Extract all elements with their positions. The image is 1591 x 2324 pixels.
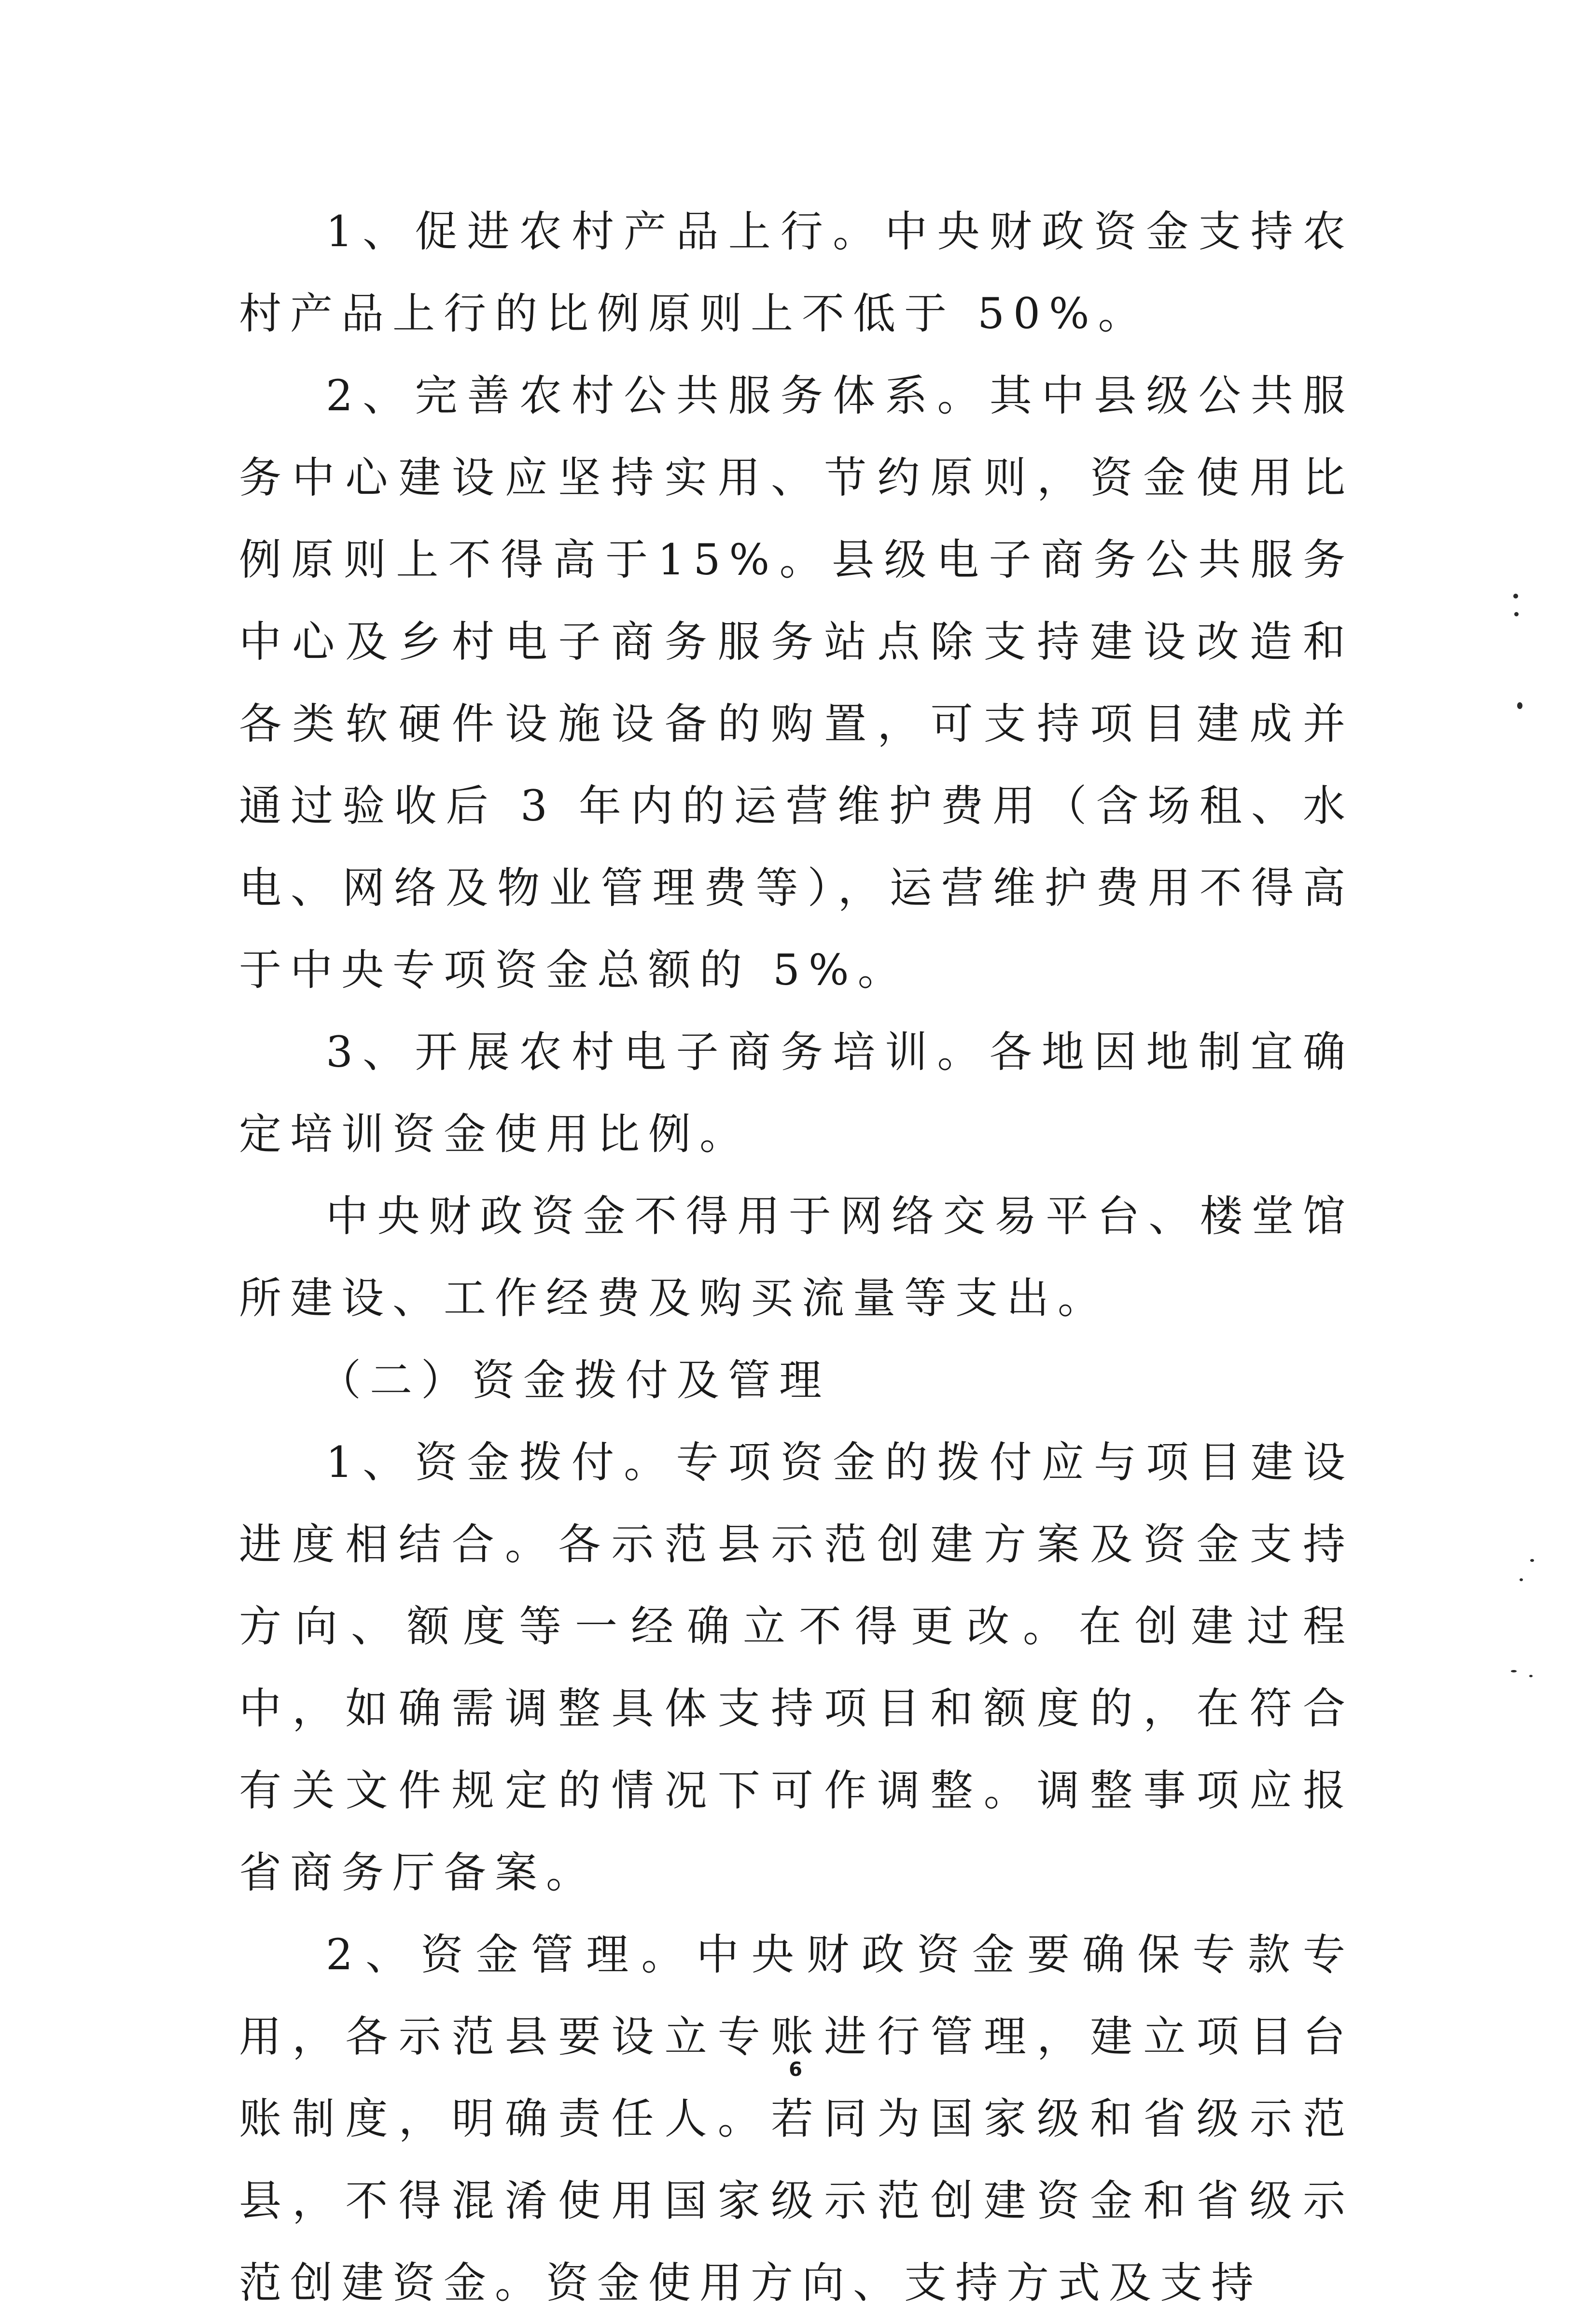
paragraph-funding-restrictions: 中央财政资金不得用于网络交易平台、楼堂馆所建设、工作经费及购买流量等支出。 [239,1191,1354,1323]
scan-speck [1514,612,1519,616]
paragraph-ecommerce-training: 3、开展农村电子商务培训。各地因地制宜确定培训资金使用比例。 [239,1027,1354,1159]
paragraph-public-service-system: 2、完善农村公共服务体系。其中县级公共服务中心建设应坚持实用、节约原则，资金使用比例原则上不得高于15%。县级电子商务公共服务中心及乡村电子商务服务站点除支持建设改造和各类软硬件设施设备的购置，可支持项目建成并通过验收后 3 年内的运营维护费用（含场租、水电、网络及物业管理费等），运营维护费用不得高于中央专项资金总额的 5%。 [239,371,1354,995]
scan-speck [1530,1559,1534,1562]
scan-speck [1517,702,1522,709]
scan-speck [1520,1578,1523,1581]
paragraph-fund-disbursement: 1、资金拨付。专项资金的拨付应与项目建设进度相结合。各示范县示范创建方案及资金支持方向、额度等一经确立不得更改。在创建过程中，如确需调整具体支持项目和额度的，在符合有关文件规定的情况下可作调整。调整事项应报省商务厅备案。 [239,1437,1354,1897]
scan-speck [1529,1675,1533,1677]
paragraph-fund-management: 2、资金管理。中央财政资金要确保专款专用，各示范县要设立专账进行管理，建立项目台账制度，明确责任人。若同为国家级和省级示范县，不得混淆使用国家级示范创建资金和省级示范创建资金。资金使用方向、支持方式及支持 [239,1930,1354,2308]
document-body [239,191,1354,2324]
page-number: 6 [789,2059,802,2081]
scan-speck [1511,1670,1517,1672]
paragraph-product-upstream: 1、促进农村产品上行。中央财政资金支持农村产品上行的比例原则上不低于 50%。 [239,207,1354,338]
scan-speck [1513,594,1518,598]
section-heading-fund-allocation: （二）资金拨付及管理 [319,1355,831,1405]
